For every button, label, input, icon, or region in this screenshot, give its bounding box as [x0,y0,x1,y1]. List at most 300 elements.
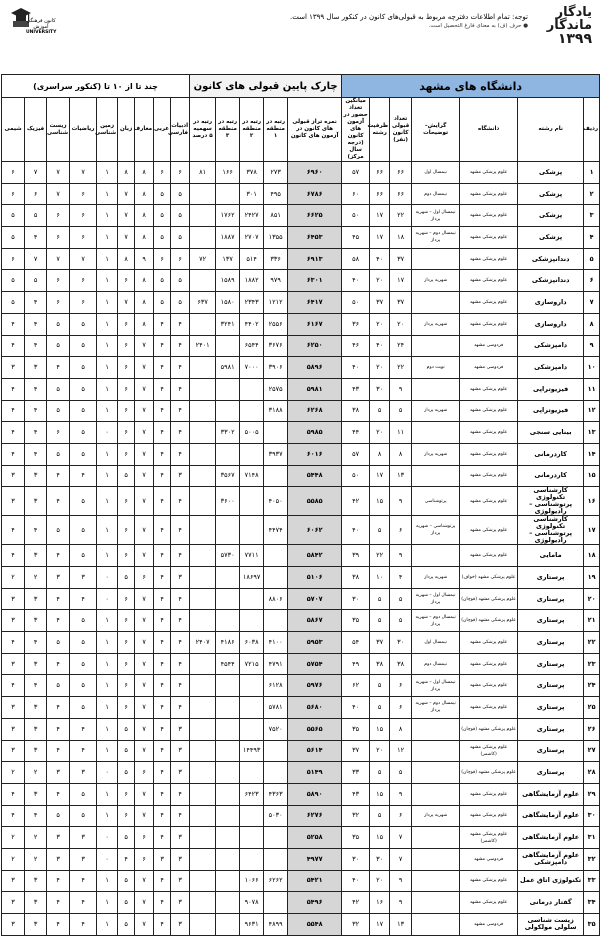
cell-cap: ۳۰ [370,848,390,870]
cell-uni: علوم پزشکی مشهد [460,783,518,805]
cell-ar: ۵ [154,183,171,205]
table-row [2,827,600,849]
cell-score: ۵۹۷۶ [288,675,342,697]
cell-rel: ۸ [135,292,154,314]
cell-lng: ۶ [118,400,135,422]
cell-r1: ۳۹۰۶ [264,357,288,379]
cell-ori: نیمسال اول [412,632,460,654]
cell-idx: ۲۶ [584,718,600,740]
cell-uni: علوم پزشکی مشهد [460,697,518,719]
cell-phy: ۴ [25,422,47,444]
cell-idx: ۱۵ [584,465,600,487]
cell-cap: ۱۵ [370,783,390,805]
cell-r5: ۸۱ [190,162,216,184]
cell-cap: ۵ [370,805,390,827]
cell-uni: فردوسی مشهد [460,357,518,379]
cell-cap: ۳۷ [370,292,390,314]
cell-r1 [264,567,288,589]
col-r1: رتبه در منطقه ۱ [264,98,288,162]
cell-major: فیزیوتراپی [518,378,584,400]
cell-bio: ۴ [47,357,70,379]
cell-ori: نیمسال دوم [412,183,460,205]
cell-cnt: ۵ [390,610,412,632]
cell-geo: ۱ [97,718,118,740]
cell-major: پزشکی [518,183,584,205]
cell-uni: علوم پزشکی مشهد [460,516,518,545]
cell-r3: ۱۵۸۹ [216,270,240,292]
cell-mat: ۶ [70,227,97,249]
cell-ori [412,545,460,567]
col-phys: فیزیک [25,98,47,162]
cell-idx: ۱۴ [584,443,600,465]
cell-avg: ۵۷ [342,443,370,465]
cell-bio: ۴ [47,892,70,914]
cell-geo: ۱ [97,870,118,892]
cell-r2 [240,762,264,784]
cell-avg: ۴۶ [342,335,370,357]
cell-lng: ۷ [118,292,135,314]
cell-rel: ۷ [135,588,154,610]
cell-r5 [190,270,216,292]
cell-che: ۳ [2,740,25,762]
cell-cap: ۲۰ [370,422,390,444]
col-bio: زیست شناسی [47,98,70,162]
cell-r5 [190,588,216,610]
table-row [2,516,600,545]
cell-r3 [216,762,240,784]
cell-r5 [190,892,216,914]
cell-mat: ۳ [70,827,97,849]
cell-r5: ۲۴۰۱ [190,335,216,357]
cell-lit: ۴ [171,516,190,545]
cell-r1: ۲۵۷۵ [264,378,288,400]
col-avg: میانگین تعداد حضور در آزمون های کانون (درجه سال مرکز) [343,98,368,160]
cell-r1: ۱۲۱۲ [264,292,288,314]
cell-ori [412,848,460,870]
cell-cnt: ۱۱ [390,422,412,444]
cell-mat: ۴ [70,892,97,914]
cell-r2 [240,697,264,719]
cell-mat: ۵ [70,697,97,719]
table-row [2,610,600,632]
cell-major: دامپزشکی [518,335,584,357]
cell-score: ۵۵۴۸ [288,914,342,936]
table-row [2,183,600,205]
cell-ori [412,870,460,892]
cell-major: پرستاری [518,610,584,632]
cell-major: کاردرمانی [518,465,584,487]
cell-bio: ۵ [47,335,70,357]
cell-ori: شهریه پرداز [412,443,460,465]
cell-r3 [216,567,240,589]
cell-r1: ۲۷۳ [264,162,288,184]
cell-phy: ۶ [25,183,47,205]
cell-score: ۶۴۵۳ [288,227,342,249]
section-low-rank: چارک پایین قبولی های کانون [190,75,342,98]
cell-avg: ۴۰ [342,870,370,892]
cell-cap: ۲۰ [370,313,390,335]
logo-text: کانون فرهنگی آموزش UNIVERSITY [26,18,57,35]
cell-r1 [264,848,288,870]
cell-avg: ۴۳ [342,783,370,805]
cell-ori [412,718,460,740]
cell-uni: علوم پزشکی مشهد (کاشمر) [460,740,518,762]
cell-major: پرستاری [518,762,584,784]
cell-r3 [216,400,240,422]
cell-ar: ۵ [154,292,171,314]
cell-r5 [190,762,216,784]
cell-lit: ۴ [171,313,190,335]
cell-lng: ۶ [118,357,135,379]
cell-cap: ۲۰ [370,870,390,892]
cell-lit: ۴ [171,783,190,805]
cell-major: علوم آزمایشگاهی [518,805,584,827]
cell-uni: علوم پزشکی مشهد [460,653,518,675]
cell-major: پرستاری [518,653,584,675]
cell-mat: ۵ [70,610,97,632]
cell-che: ۴ [2,545,25,567]
cell-uni: علوم پزشکی مشهد [460,805,518,827]
cell-lit: ۳ [171,870,190,892]
cell-lng: ۶ [118,516,135,545]
col-r5: رتبه در سهمیه ۵ درصد [190,98,216,162]
cell-phy: ۲ [25,848,47,870]
cell-geo: ۱ [97,443,118,465]
cell-ori: نیمسال اول – شهریه پرداز [412,588,460,610]
column-header-row [2,98,600,162]
cell-geo: ۱ [97,227,118,249]
cell-major: پرستاری [518,567,584,589]
cell-idx: ۷ [584,292,600,314]
cell-geo: ۰ [97,588,118,610]
cell-cnt: ۹ [390,783,412,805]
cell-ori [412,378,460,400]
cell-score: ۵۵۸۵ [288,487,342,516]
cell-rel: ۷ [135,697,154,719]
cell-uni: علوم پزشکی مشهد [460,205,518,227]
cell-r1: ۳۶۷۶ [264,335,288,357]
cell-score: ۶۲۷۶ [288,805,342,827]
cell-geo: ۱ [97,335,118,357]
cell-cap: ۱۶ [370,892,390,914]
cell-lit: ۵ [171,270,190,292]
cell-phy: ۴ [25,400,47,422]
cell-r2: ۱۴۴۹۳ [240,740,264,762]
cell-lit: ۶ [171,248,190,270]
cell-score: ۶۴۱۷ [288,292,342,314]
cell-r2 [240,378,264,400]
cell-r3 [216,675,240,697]
cell-mat: ۴ [70,870,97,892]
cell-cap: ۵ [370,588,390,610]
cell-cnt: ۷ [390,827,412,849]
cell-lit: ۵ [171,205,190,227]
cell-lng: ۶ [118,675,135,697]
cell-phy: ۴ [25,378,47,400]
table-row [2,292,600,314]
cell-lng: ۶ [118,270,135,292]
cell-rel: ۷ [135,610,154,632]
cell-lit: ۴ [171,422,190,444]
cell-cnt: ۳۷ [390,292,412,314]
cell-geo: ۱ [97,248,118,270]
cell-geo: ۱ [97,378,118,400]
cell-r5 [190,610,216,632]
col-r2: رتبه در منطقه ۲ [240,98,264,162]
cell-r1: ۴۴۷۴ [264,516,288,545]
cell-geo: ۱ [97,465,118,487]
cell-mat: ۶ [70,205,97,227]
note-sub: ● حرف (ف) به معنای فارغ التحصیل است. [428,23,528,29]
cell-phy: ۷ [25,162,47,184]
cell-avg: ۳۲ [342,914,370,936]
cell-mat: ۴ [70,740,97,762]
cell-r3: ۴۵۴۴ [216,653,240,675]
cell-cnt: ۹ [390,870,412,892]
table-row [2,740,600,762]
cell-lng: ۶ [118,545,135,567]
table-row [2,248,600,270]
cell-r3 [216,827,240,849]
cell-uni: علوم پزشکی مشهد [460,292,518,314]
cell-avg: ۵۰ [342,205,370,227]
cell-r3 [216,443,240,465]
cell-lng: ۷ [118,183,135,205]
cell-idx: ۱۳ [584,422,600,444]
cell-cap: ۱۷ [370,465,390,487]
cell-che: ۴ [2,335,25,357]
cell-che: ۴ [2,675,25,697]
cell-lit: ۴ [171,443,190,465]
cell-major: پرستاری [518,675,584,697]
cell-r2: ۲۴۲۷ [240,205,264,227]
table-row [2,567,600,589]
cell-geo: ۱ [97,516,118,545]
cell-ori: پرتوشناسی [412,487,460,516]
col-idx: ردیف [584,98,600,162]
cell-lit: ۳ [171,465,190,487]
cell-lit: ۳ [171,848,190,870]
cell-cnt: ۲۰ [390,313,412,335]
cell-ori [412,292,460,314]
cell-bio: ۷ [47,183,70,205]
cell-rel: ۷ [135,487,154,516]
cell-r2: ۴۴۰۲ [240,313,264,335]
cell-phy: ۵ [25,270,47,292]
cell-phy: ۳ [25,892,47,914]
cell-lng: ۵ [118,827,135,849]
cell-cap: ۳۸ [370,653,390,675]
header-notes [198,12,528,30]
cell-uni: علوم پزشکی مشهد [460,183,518,205]
cell-score: ۵۴۴۸ [288,465,342,487]
cell-avg: ۴۹ [342,653,370,675]
cell-r3 [216,805,240,827]
cell-che: ۳ [2,718,25,740]
table-row [2,653,600,675]
cell-score: ۵۹۸۱ [288,378,342,400]
cell-mat: ۷ [70,162,97,184]
cell-mat: ۵ [70,653,97,675]
cell-idx: ۵ [584,248,600,270]
cell-idx: ۲۷ [584,740,600,762]
cell-major: کاردرمانی [518,443,584,465]
cell-idx: ۲۳ [584,653,600,675]
cell-uni: علوم پزشکی مشهد (قوچان) [460,762,518,784]
cell-cnt: ۱۸ [390,227,412,249]
cell-cnt: ۴ [390,567,412,589]
cell-bio: ۴ [47,545,70,567]
cell-major: علوم آزمایشگاهی [518,827,584,849]
cell-avg: ۵۸ [342,248,370,270]
cell-cap: ۱۵ [370,487,390,516]
cell-rel: ۷ [135,783,154,805]
cell-score: ۶۰۶۲ [288,516,342,545]
cell-cnt: ۹ [390,545,412,567]
cell-r1 [264,465,288,487]
cell-score: ۵۷۵۴ [288,653,342,675]
cell-r1: ۳۳۶ [264,248,288,270]
cell-rel: ۶ [135,762,154,784]
cell-che: ۳ [2,588,25,610]
table-row [2,545,600,567]
cell-lng: ۵ [118,567,135,589]
cell-avg: ۳۵ [342,610,370,632]
cell-mat: ۵ [70,632,97,654]
cell-ar: ۴ [154,545,171,567]
cell-r2: ۷۷۱۱ [240,545,264,567]
col-university: دانشگاه [460,98,518,162]
cell-avg: ۳۰ [342,848,370,870]
cell-cnt: ۳۸ [390,653,412,675]
cell-r3 [216,914,240,936]
cell-phy: ۳ [25,588,47,610]
cell-idx: ۱۸ [584,545,600,567]
cell-r5 [190,183,216,205]
cell-lng: ۶ [118,588,135,610]
cell-mat: ۶ [70,292,97,314]
cell-phy: ۴ [25,805,47,827]
cell-uni: علوم پزشکی مشهد [460,422,518,444]
cell-lng: ۶ [118,487,135,516]
cell-uni: علوم پزشکی مشهد [460,227,518,249]
cell-idx: ۲۹ [584,783,600,805]
cell-che: ۴ [2,313,25,335]
cell-phy: ۳ [25,610,47,632]
publisher-logo [6,6,60,56]
cell-ori: نیمسال دوم – شهریه پرداز [412,610,460,632]
cell-lng: ۵ [118,762,135,784]
cell-phy: ۳ [25,870,47,892]
cell-r2 [240,827,264,849]
cell-r1 [264,827,288,849]
cell-uni: علوم پزشکی مشهد (قوچان) [460,610,518,632]
cell-r5 [190,205,216,227]
cell-mat: ۵ [70,335,97,357]
cell-rel: ۸ [135,270,154,292]
cell-mat: ۷ [70,248,97,270]
cell-cnt: ۸ [390,718,412,740]
cell-r2: ۳۰۱ [240,183,264,205]
cell-ori [412,465,460,487]
cell-che: ۲ [2,848,25,870]
table-row [2,762,600,784]
cell-che: ۶ [2,248,25,270]
cell-r2: ۶۰۳۸ [240,632,264,654]
cell-cap: ۴۰ [370,335,390,357]
cell-r3: ۵۹۸۱ [216,357,240,379]
cell-geo: ۱ [97,183,118,205]
cell-ar: ۶ [154,248,171,270]
cell-major: گفتار درمانی [518,892,584,914]
cell-cap: ۱۰ [370,567,390,589]
cell-uni: علوم پزشکی مشهد [460,313,518,335]
cell-r5 [190,465,216,487]
cell-r3: ۱۳۷ [216,248,240,270]
table-row [2,313,600,335]
col-r3: رتبه در منطقه ۳ [216,98,240,162]
cell-rel: ۷ [135,870,154,892]
cell-ar: ۵ [154,270,171,292]
cell-uni: علوم پزشکی مشهد [460,487,518,516]
cell-score: ۶۲۵۰ [288,335,342,357]
cell-cnt: ۱۲ [390,740,412,762]
cell-mat: ۵ [70,400,97,422]
cell-avg: ۴۲ [342,487,370,516]
cell-idx: ۳۳ [584,870,600,892]
cell-cap: ۳۷ [370,632,390,654]
cell-rel: ۷ [135,357,154,379]
table-row [2,632,600,654]
cell-r3: ۱۶۶ [216,162,240,184]
cell-avg: ۳۳ [342,762,370,784]
cell-geo: ۱ [97,610,118,632]
cell-idx: ۳۱ [584,827,600,849]
cell-lng: ۵ [118,892,135,914]
cell-major: تکنولوژی اتاق عمل [518,870,584,892]
cell-major: دندانپزشکی [518,248,584,270]
cell-mat: ۶ [70,183,97,205]
cell-ori: نوبت دوم [412,357,460,379]
cell-geo: ۱ [97,313,118,335]
cell-r1: ۷۵۲۰ [264,718,288,740]
table-row [2,870,600,892]
cell-lit: ۳ [171,718,190,740]
cell-r1: ۶۱۲۸ [264,675,288,697]
cell-avg: ۴۴ [342,422,370,444]
cell-r1 [264,892,288,914]
cell-r5 [190,400,216,422]
cell-ori [412,762,460,784]
cell-phy: ۳ [25,718,47,740]
cell-avg: ۳۷ [342,740,370,762]
cell-cap: ۲۰ [370,740,390,762]
cell-rel: ۷ [135,443,154,465]
cell-idx: ۹ [584,335,600,357]
cell-geo: ۱ [97,697,118,719]
cell-r1: ۴۱۰۰ [264,632,288,654]
cell-phy: ۴ [25,675,47,697]
cell-phy: ۷ [25,248,47,270]
cell-score: ۶۳۰۱ [288,270,342,292]
cell-r3 [216,783,240,805]
cell-idx: ۳ [584,205,600,227]
cell-cnt: ۳۷ [390,248,412,270]
cell-lng: ۵ [118,870,135,892]
cell-r3: ۴۱۸۶ [216,632,240,654]
cell-idx: ۱۰ [584,357,600,379]
cell-bio: ۵ [47,632,70,654]
